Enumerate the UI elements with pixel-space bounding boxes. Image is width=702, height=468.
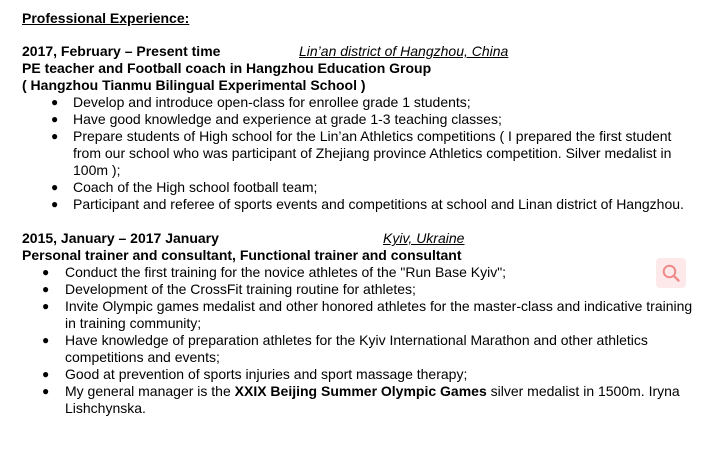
job-location: Kyiv, Ukraine	[383, 230, 465, 246]
resume-document	[22, 10, 694, 417]
job-entry-hangzhou	[22, 43, 694, 213]
section-title: Professional Experience:	[22, 10, 190, 26]
job-title: PE teacher and Football coach in Hangzhou Education Group	[22, 60, 432, 76]
duties-list	[22, 94, 694, 213]
list-item: ● Prepare students of High school for the Lin’an Athletics competitions ( I prepared the first student from our school who was participant of Zhejiang province Athletics competition. Silver medalist in 100m );	[51, 128, 672, 178]
job-header	[22, 43, 694, 60]
list-item: ● Coach of the High school football team;	[51, 179, 318, 195]
bullet-icon: ●	[42, 367, 50, 381]
highlight-text: XXIX Beijing Summer Olympic Games	[234, 383, 487, 399]
list-item: ● Have knowledge of preparation athletes for the Kyiv International Marathon and other athletics competitions and events;	[42, 332, 648, 365]
job-header	[22, 230, 694, 247]
duties-list	[22, 264, 694, 417]
bullet-icon: ●	[51, 197, 59, 211]
bullet-icon: ●	[42, 333, 50, 347]
list-item: ● Have good knowledge and experience at grade 1-3 teaching classes;	[51, 111, 502, 127]
list-item: ● Develop and introduce open-class for enrollee grade 1 students;	[51, 94, 471, 110]
list-item: ● Conduct the first training for the novice athletes of the "Run Base Kyiv";	[42, 264, 507, 280]
list-item: ● Participant and referee of sports events and competitions at school and Linan district of Hangzhou.	[51, 196, 684, 212]
job-title: Personal trainer and consultant, Functional trainer and consultant	[22, 247, 462, 263]
search-icon	[661, 263, 681, 283]
bullet-icon: ●	[42, 282, 50, 296]
bullet-icon: ●	[51, 112, 59, 126]
list-item: ● Good at prevention of sports injuries and sport massage therapy;	[42, 366, 468, 382]
bullet-icon: ●	[51, 180, 59, 194]
job-employer: ( Hangzhou Tianmu Bilingual Experimental School )	[22, 77, 366, 93]
job-entry-kyiv	[22, 230, 694, 417]
bullet-icon: ●	[42, 265, 50, 279]
job-location: Lin’an district of Hangzhou, China	[299, 43, 509, 59]
job-date: 2015, January – 2017 January	[22, 230, 219, 246]
bullet-icon: ●	[51, 95, 59, 109]
job-date: 2017, February – Present time	[22, 43, 221, 59]
search-button[interactable]	[656, 258, 686, 288]
bullet-icon: ●	[42, 299, 50, 313]
list-item: ● My general manager is the XXIX Beijing Summer Olympic Games silver medalist in 1500m. Iryna Lishchynska.	[42, 383, 680, 416]
list-item: ● Invite Olympic games medalist and other honored athletes for the master-class and indicative training in training community;	[42, 298, 693, 331]
bullet-icon: ●	[42, 384, 50, 398]
list-item: ● Development of the CrossFit training routine for athletes;	[42, 281, 416, 297]
bullet-icon: ●	[51, 129, 59, 143]
